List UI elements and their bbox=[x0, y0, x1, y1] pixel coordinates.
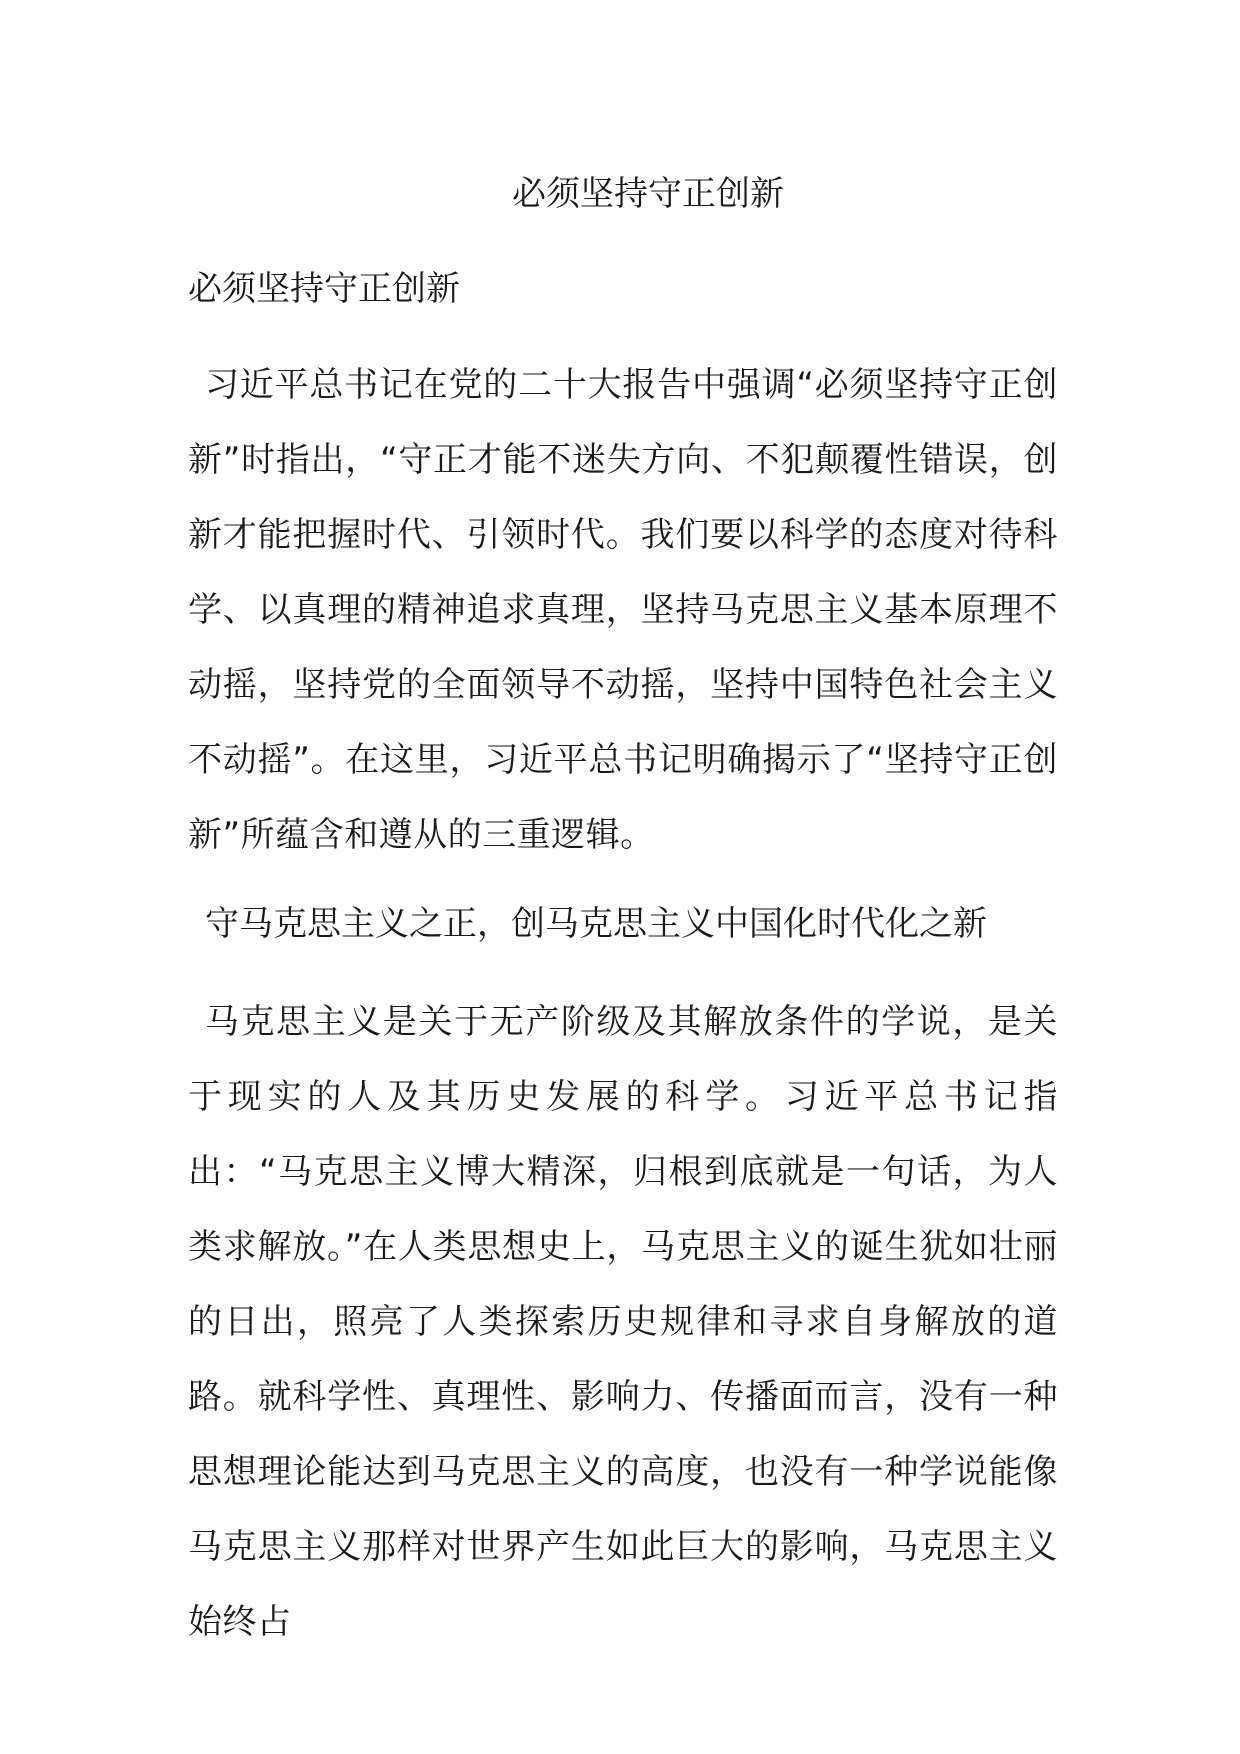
document-page bbox=[188, 0, 1058, 1754]
paragraph-marxism: 马克思主义是关于无产阶级及其解放条件的学说，是关于现实的人及其历史发展的科学。习近平总书记指出：“马克思主义博大精深，归根到底就是一句话，为人类求解放。”在人类思想史上，马克思主义的诞生犹如壮丽的日出，照亮了人类探索历史规律和寻求自身解放的道路。就科学性、真理性、影响力、传播面而言，没有一种思想理论能达到马克思主义的高度，也没有一种学说能像马克思主义那样对世界产生如此巨大的影响，马克思主义始终占 bbox=[188, 1002, 1058, 1642]
document-subtitle: 必须坚持守正创新 bbox=[188, 269, 460, 309]
section-heading: 守马克思主义之正，创马克思主义中国化时代化之新 bbox=[205, 904, 987, 944]
paragraph-intro: 习近平总书记在党的二十大报告中强调“必须坚持守正创新”时指出，“守正才能不迷失方向、不犯颠覆性错误，创新才能把握时代、引领时代。我们要以科学的态度对待科学、以真理的精神追求真理，坚持马克思主义基本原理不动摇，坚持党的全面领导不动摇，坚持中国特色社会主义不动摇”。在这里，习近平总书记明确揭示了“坚持守正创新”所蕴含和遵从的三重逻辑。 bbox=[188, 365, 1058, 855]
document-title: 必须坚持守正创新 bbox=[512, 174, 784, 214]
